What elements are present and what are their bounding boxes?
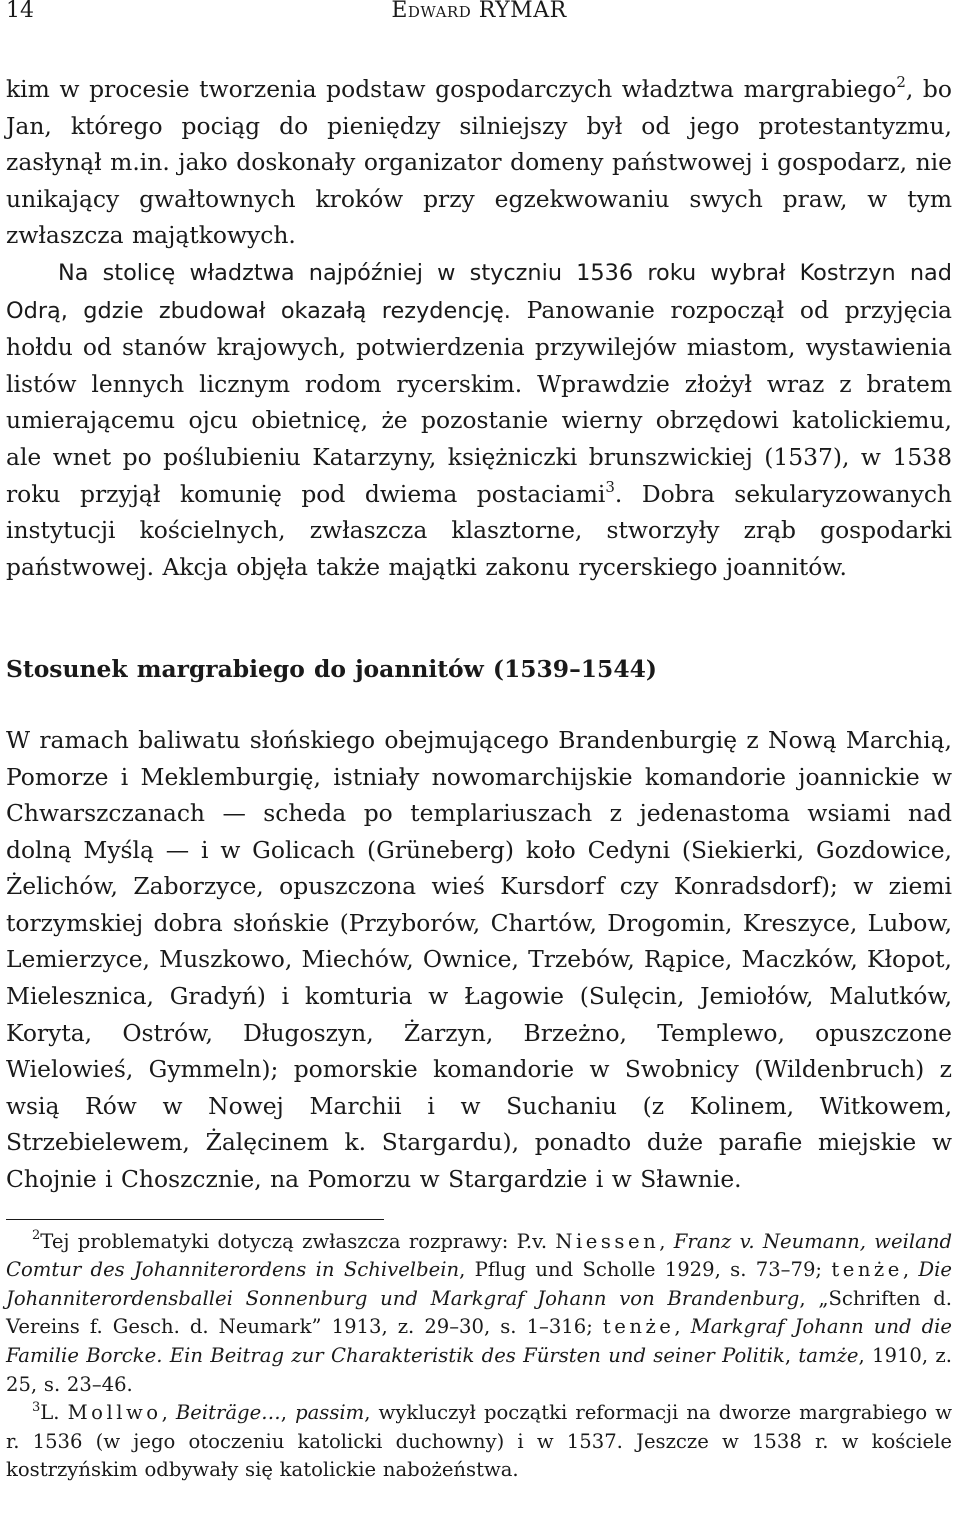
footnote-ref-3[interactable]: 3 xyxy=(605,477,615,496)
running-title-smallcaps: dward xyxy=(407,0,472,23)
footnote-title: Franz v. Neumann, weiland Comtur des Johanniterordens in Schivelbein xyxy=(6,1229,952,1282)
footnote-text: , xyxy=(902,1258,919,1282)
paragraph-text: Wprawdzie złożył wraz z bratem umierającemu ojcu obietnicę, że pozostanie wierny obrzędowi katolickiemu, ale wnet po poślubieniu Katarzyny, księżniczki brunszwickiej (1537), w 1538 roku przyjął komunię pod dwiema postaciami xyxy=(6,369,952,508)
footnote-3 xyxy=(6,1399,952,1485)
footnote-ref-2[interactable]: 2 xyxy=(896,73,906,92)
footnote-author: Niessen xyxy=(555,1229,660,1253)
footnote-title: tamże xyxy=(798,1344,859,1367)
running-title xyxy=(6,0,952,23)
footnote-author: tenże xyxy=(602,1315,675,1339)
running-title-surname: RYMAR xyxy=(478,0,567,23)
section-heading: Stosunek margrabiego do joannitów (1539–1544) xyxy=(6,655,657,684)
footnote-text: , xyxy=(784,1344,799,1367)
footnote-text: , xyxy=(674,1315,691,1339)
footnote-title: Die Johanniterordensballei Sonnenburg und Markgraf Johann von Brandenburg xyxy=(6,1258,952,1310)
paragraph-3: W ramach baliwatu słońskiego obejmującego Brandenburgię z Nową Marchią, Pomorze i Meklemburgię, istniały nowomarchijskie komandorie joannickie w Chwarszczanach — scheda po templariuszach z jedenastoma wsiami nad dolną Myślą — i w Golicach (Grüneberg) koło Cedyni (Siekierki, Gozdowice, Żelichów, Zaborzyce, opuszczona wieś Kursdorf czy Konradsdorf); w ziemi torzymskiej dobra słońskie (Przyborów, Chartów, Drogomin, Kreszyce, Lubow, Lemierzyce, Muszkowo, Miechów, Ownice, Trzebów, Rąpice, Maczków, Kłopot, Mielesznica, Gradyń) i komturia w Łagowie (Sulęcin, Jemiołów, Malutków, Koryta, Ostrów, Długoszyn, Żarzyn, Brzeżno, Templewo, opuszczone Wielowieś, Gymmeln); pomorskie komandorie w Swobnicy (Wildenbruch) z wsią Rów w Nowej Marchii i w Suchaniu (z Kolinem, Witkowem, Strzebielewem, Żalęcinem k. Stargardu), ponadto duże parafie miejskie w Chojnie i Choszcznie, na Pomorzu w Stargardzie i w Sławnie. xyxy=(6,725,952,1194)
paragraph-text-sans: Na stolicę władztwa najpóźniej w styczniu 1536 roku wybrał Kostrzyn nad Odrą, gdzie zbudował okazałą rezydencję. xyxy=(6,259,952,324)
body-text xyxy=(6,71,952,1198)
book-page xyxy=(6,0,952,1485)
footnote-author: tenże xyxy=(831,1258,903,1282)
running-title-initial: E xyxy=(391,0,408,23)
footnote-title: Markgraf Johann und die Familie Borcke. Ein Beitrag zur Charakteristik des Fürsten und seiner Politik xyxy=(6,1315,953,1367)
footnote-separator xyxy=(6,1219,384,1220)
footnote-text: , xyxy=(280,1401,296,1425)
footnote-number: 3 xyxy=(32,1399,41,1415)
footnote-text: L. xyxy=(40,1401,68,1425)
footnotes xyxy=(6,1228,952,1485)
footnote-number: 2 xyxy=(32,1228,41,1244)
footnote-title: passim xyxy=(295,1401,365,1425)
footnote-text: , xyxy=(161,1401,176,1425)
paragraph-1 xyxy=(6,71,952,254)
running-head xyxy=(6,0,952,22)
footnote-text: , „Schriften d. Vereins f. Gesch. d. Neumark” 1913, z. 29–30, s. 1–316; xyxy=(6,1286,952,1339)
paragraph-text: kim w procesie tworzenia podstaw gospodarczych władztwa margrabiego xyxy=(6,75,897,103)
paragraph-text: . Dobra sekularyzowanych instytucji kościelnych, zwłaszcza klasztorne, stworzyły zrąb gospodarki państwowej. Akcja objęła także majątki zakonu rycerskiego joannitów. xyxy=(6,479,952,581)
paragraph-2 xyxy=(6,254,952,585)
paragraph-text: , bo Jan, którego pociąg do pieniędzy silniejszy był od jego protestantyzmu, zasłynął m.in. jako doskonały organizator domeny państwowej i gospodarz, nie unikający gwałtownych kroków przy egzekwowaniu swych praw, w tym zwłaszcza majątkowych. xyxy=(6,75,952,250)
footnote-text: Tej problematyki dotyczą zwłaszcza rozprawy: P.v. xyxy=(40,1229,556,1253)
footnote-2 xyxy=(6,1228,952,1400)
footnote-title: Beiträge… xyxy=(175,1401,281,1425)
footnote-text: , xyxy=(659,1229,674,1253)
page-number: 14 xyxy=(6,0,34,23)
footnote-text: , 1910, z. 25, s. 23–46. xyxy=(6,1344,952,1396)
paragraph-text: Panowanie rozpoczął od przyjęcia hołdu od stanów krajowych, potwierdzenia przywilejów miastom, wystawienia listów lennych licznym rodom rycerskim. xyxy=(6,295,953,398)
footnote-text: , wykluczył początki reformacji na dworze margrabiego w r. 1536 (w jego otoczeniu katolicki duchowny) i w 1537. Jeszcze w 1538 r. w kościele kostrzyńskim odbywały się katolickie nabożeństwa. xyxy=(6,1401,952,1482)
footnote-author: Mollwo xyxy=(67,1401,162,1425)
footnote-text: , Pflug und Scholle 1929, s. 73–79; xyxy=(459,1258,832,1282)
